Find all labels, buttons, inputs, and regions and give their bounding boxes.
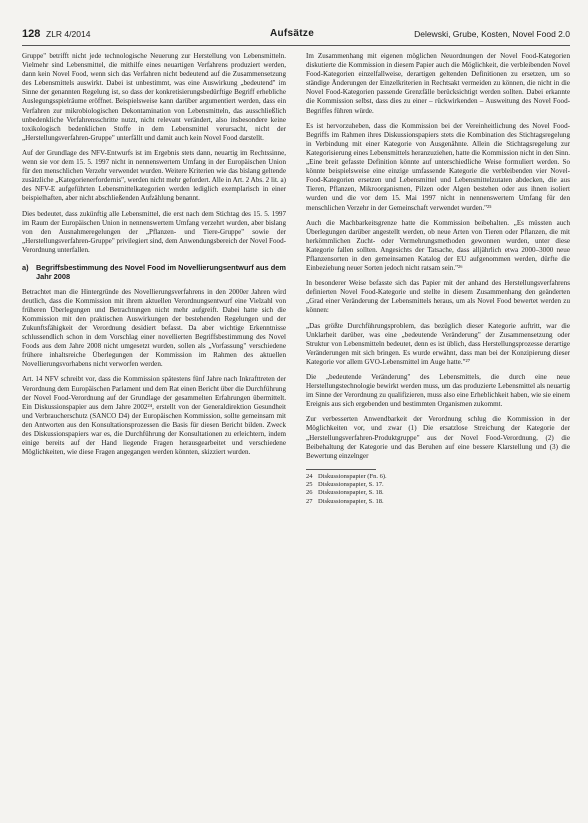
paragraph: In besonderer Weise befasste sich das Papier mit der anhand des Herstellungsverfahrens definierten Novel Food-Kategorie und stellte in diesem Zusammenhang den geänderten „Grad einer Veränderung der Lebensmittels heraus, um als Novel Food bewertet werden zu können: bbox=[306, 279, 570, 315]
paragraph: Auf der Grundlage des NFV-Entwurfs ist im Ergebnis stets dann, neuartig im Rechtssinne, wenn sie vor dem 15. 5. 1997 nicht in nennenswertem Umfang in der Europäischen Union für den menschlichen Verzehr verwendet wurden. Weitere Kriterien wie das bislang geltende zusätzliche „Kategorienerfordernis", werden nicht mehr gefordert. Alle in Art. 2 Abs. 2 lit. a) des NFV-E aufgeführten Lebensmittelkategorien werden lediglich exemplarisch in einer beispielhaften, aber nicht abschließenden Aufzählung benannt. bbox=[22, 148, 286, 203]
footnote bbox=[306, 473, 570, 481]
footnote-text: Diskussionspapier, S. 18. bbox=[318, 489, 384, 497]
paragraph: Gruppe" betrifft nicht jede technologische Neuerung zur Herstellung von Lebensmitteln. Vielmehr sind Lebensmittel, die mithilfe eines neuartigen Verfahrens produziert werden, dann kein Novel Food, wenn sich das Verfahren nicht bedeutend auf die Zusammensetzung des Lebensmittels auswirkt. Dabei ist unbestimmt, was eine Auswirkung „bedeutend" im Sinne der genannten Regelung ist, so dass der konkretisierungsbedürftige Begriff erhebliche Auslegungsspielräume eröffnet. Beispielsweise kann darüber argumentiert werden, dass ein Verfahren zur mikrobiologischen Dekontamination von Lebensmitteln, das ausschließlich unbedenkliche Verfahrensschritte nutzt, nicht relevant verändert, also insbesondere keine toxikologisch bedenklichen Stoffe in dem Lebensmittel verursacht, nicht der „Herstellungsverfahren-Gruppe" unterfällt und damit auch kein Novel Food darstellt. bbox=[22, 52, 286, 142]
paragraph: Auch die Machbarkeitsgrenze hatte die Kommission beibehalten. „Es müssten auch Überlegungen darüber angestellt werden, ob neue Arten von Tieren oder Pflanzen, die mit herkömmlichen Zucht- oder Vermehrungsmethoden gewonnen wurden, unter diese Kategorie fallen sollten. Angesichts der Tatsache, dass alljährlich etwa 2000–3000 neue Pflanzensorten in den gemeinsamen Katalog der EU aufgenommen werden, dürfte die Einbeziehung neuer Sorten jedoch nicht ratsam sein."²⁶ bbox=[306, 218, 570, 273]
subheading-label: a) bbox=[22, 262, 29, 272]
paragraph: Betrachtet man die Hintergründe des Novellierungsverfahrens in den 2000er Jahren wird deutlich, dass die Kommission mit ihrem aktuellen Verordnungsentwurf eine Vielzahl von früheren Überlegungen und Betrachtungen nicht mehr aufgreift. Dabei hatte sich die Kommission mit den praktischen Auswirkungen der bestehenden Regelungen und der Zukunftsfähigkeit der Verordnung desidiert befasst. Da aber wichtige Erkenntnisse schlussendlich schon in dem Vorschlag einer novellierten Begriffsbestimmung des Novel Foods aus dem Jahre 2008 nicht umgesetzt wurden, sollen als „Vorfassung" verschiedene frühere inhaltsreiche Überlegungen der Kommission im Rahmen des aktuellen Novellierungsvorhabens nicht verworfen werden. bbox=[22, 287, 286, 369]
left-column bbox=[22, 52, 286, 463]
footnote bbox=[306, 498, 570, 506]
subheading bbox=[22, 263, 286, 282]
footnote-number: 24 bbox=[306, 472, 313, 480]
footnote-text: Diskussionspapier, S. 18. bbox=[318, 497, 384, 505]
journal-citation: ZLR 4/2014 bbox=[46, 29, 91, 39]
page-number: 128 bbox=[22, 28, 41, 40]
page-header bbox=[22, 28, 570, 46]
footnote-rule bbox=[306, 469, 376, 470]
footnote-text: Diskussionspapier (Fn. 6). bbox=[318, 472, 387, 480]
running-authors: Delewski, Grube, Kosten, Novel Food 2.0 bbox=[414, 29, 570, 39]
footnote-text: Diskussionspapier, S. 17. bbox=[318, 481, 384, 489]
paragraph: Im Zusammenhang mit eigenen möglichen Neuordnungen der Novel Food-Kategorien diskutierte die Kommission in diesem Papier auch die Möglichkeit, die verbleibenden Novel Food-Kategorien einzelfallweise, derartigen geltenden Definitionen zu ersetzen, um so ständige Änderungen der Einzelkriterien in Rechtsakt vermeiden zu können, die nicht in die Novel Food-Kategorien passende Grenzfälle berücksichtigt werden sollten. Dabei erkannte die Kommission selbst, dass dies zu einer – rückwirkenden – Ausweitung des Novel Food-Begriffes führen würde. bbox=[306, 52, 570, 115]
footnote bbox=[306, 481, 570, 489]
header-rule bbox=[22, 45, 570, 46]
right-column bbox=[306, 52, 570, 506]
section-title: Aufsätze bbox=[270, 28, 315, 39]
footnote-number: 27 bbox=[306, 497, 313, 505]
subheading-text: Begriffsbestimmung des Novel Food im Novellierungsentwurf aus dem Jahr 2008 bbox=[36, 262, 286, 282]
paragraph: Art. 14 NFV schreibt vor, dass die Kommission spätestens fünf Jahre nach Inkrafttreten der Verordnung dem Europäischen Parlament und dem Rat einen Bericht über die Durchführung der Novel Food-Verordnung auf der Grundlage der gesammelten Erfahrungen übermittelt. Ein Diskussionspapier aus dem Jahre 2002²⁴, erstellt von der Generaldirektion Gesundheit und Verbraucherschutz (SANCO D4) der Europäischen Kommission, sollte gemeinsam mit den Antworten aus den Konsultationsprozessen die Basis für diesen Bericht bilden. Zweck des Diskussionspapiers war es, die Durchführung der Konsultationen zu erleichtern, indem einige bereits auf der Hand liegende Fragen herausgearbeitet und verschiedene Möglichkeiten, wie diese Fragen angegangen werden könnten, skizziert wurden. bbox=[22, 375, 286, 457]
paragraph: Zur verbesserten Anwendbarkeit der Verordnung schlug die Kommission in der Möglichkeiten vor, und zwar (1) Die ersatzlose Streichung der Kategorie der „Herstellungsverfahren-Produktgruppe" aus der Novel Food-Verordnung, (2) die Beibehaltung der Kategorie und das Beruhen auf eine bessere Klarstellung und (3) die Bewertung einzelnger bbox=[306, 415, 570, 460]
paragraph: „Das größte Durchführungsproblem, das bezüglich dieser Kategorie auftritt, war die Unklarheit darüber, was eine „bedeutende Veränderung" der Zusammensetzung oder Struktur von Lebensmitteln bedeutet, denn es ist üblich, dass Herstellungsprozesse derartige Veränderungen mit sich bringen. Es wurde erwähnt, dass man bei der Konzipierung dieser Kategorie vor allem GVO-Lebensmittel im Auge hatte."²⁷ bbox=[306, 321, 570, 366]
footnote-number: 26 bbox=[306, 489, 313, 497]
footnote bbox=[306, 489, 570, 497]
paragraph: Die „bedeutende Veränderung" des Lebensmittels, die durch eine neue Herstellungstechnologie bewirkt werden muss, um das produzierte Lebensmittel als neuartig im Sinne der Verordnung zu qualifizieren, muss also eine Erheblichkeit haben, wie sie einem Ereignis aus sich ergebenden und bestimmten Organismen zukommt. bbox=[306, 373, 570, 409]
paragraph: Es ist hervorzuheben, dass die Kommission bei der Vereinheitlichung des Novel Food-Begriffs im Rahmen ihres Diskussionspapiers stets die Kombination des Stichtagsregelung in Verbindung mit einer Kategorie von Ausgenähnte. Allein die Stichtagsregelung zur Kategorisierung eines Lebensmittels heranzuziehen, hatte die Kommission nicht in den Sinn. „Eine breit gefasste Definition könnte auf unterschiedliche Weise formuliert werden. So könnte beispielsweise eine einzige umfassende Kategorie die verbleibenden vier Novel-Food-Kategorien ersetzen und Lebensmittel und Lebensmittelzutaten abdecken, die aus Tieren, Pflanzen, Mikroorganismen, Pilzen oder Algen bestehen oder aus ihnen isoliert wurden und die vor dem 15. Mai 1997 nicht in nennenswertem Umfang für den menschlichen Verzehr in der Gemeinschaft verwendet wurden."²⁵ bbox=[306, 121, 570, 212]
footnote-number: 25 bbox=[306, 481, 313, 489]
paragraph: Dies bedeutet, dass zukünftig alle Lebensmittel, die erst nach dem Stichtag des 15. 5. 1997 im Raum der Europäischen Union in nennenswertem Umfang verzehrt wurden, aber bislang von den Ausnahmeregelungen der „Pflanzen- und Tiere-Gruppe" sowie der „Herstellungsverfahren-Gruppe" privilegiert sind, dem Anwendungsbereich der Novel Food-Verordnung unterfallen. bbox=[22, 209, 286, 254]
